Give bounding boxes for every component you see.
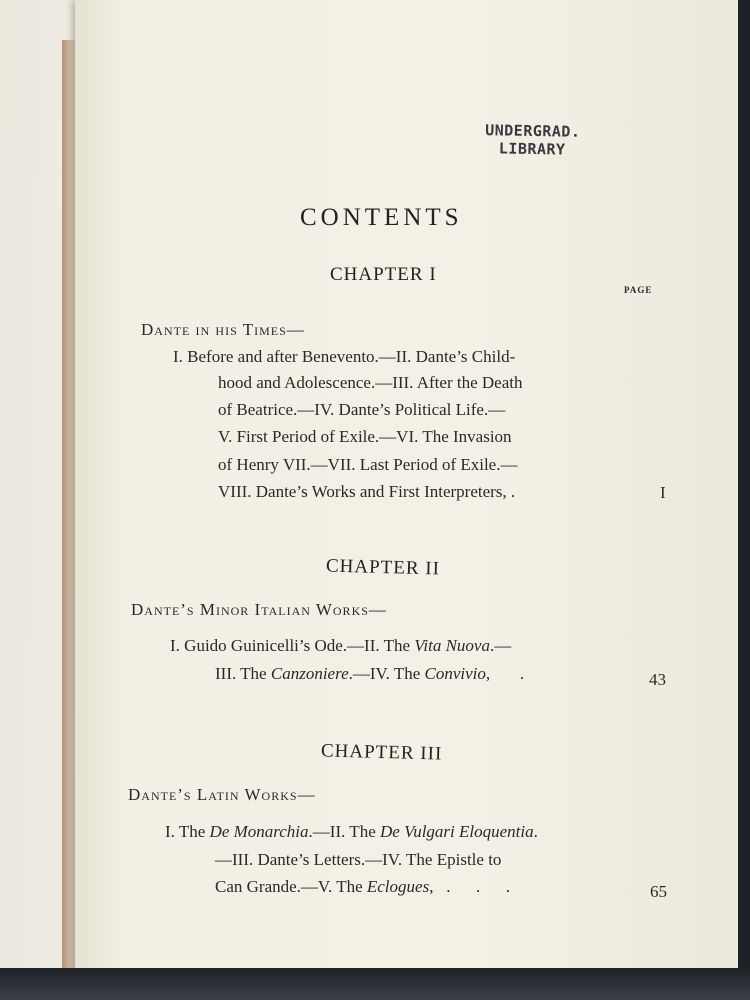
chapter-2-line-1: I. Guido Guinicelli’s Ode.—II. The Vita Nuova.— <box>170 636 512 655</box>
canzoniere-italic: Canzoniere <box>270 664 349 683</box>
chapter-1-line-2: hood and Adolescence.—III. After the Death <box>218 373 523 392</box>
chapter-2-section: Dante’s Minor Italian Works— <box>131 600 387 619</box>
contents-heading: CONTENTS <box>300 204 463 231</box>
chapter-1-line-6: VIII. Dante’s Works and First Interpreters, . <box>218 482 516 501</box>
library-stamp <box>485 121 581 159</box>
chapter-3-title: CHAPTER III <box>320 740 443 765</box>
eclogues-italic: Eclogues <box>366 877 430 896</box>
chapter-2-page-number: 43 <box>649 670 666 689</box>
chapter-1-line-3: of Beatrice.—IV. Dante’s Political Life.— <box>218 400 506 419</box>
chapter-1-title: CHAPTER I <box>330 264 437 285</box>
chapter-1-line-4: V. First Period of Exile.—VI. The Invasion <box>218 427 512 446</box>
de-vulgari-italic: De Vulgari Eloquentia <box>380 822 534 841</box>
chapter-3-line-3: Can Grande.—V. The Eclogues, . . . <box>215 877 510 896</box>
table-surface-bottom <box>0 968 750 1000</box>
chapter-1-line-5: of Henry VII.—VII. Last Period of Exile.— <box>218 455 518 474</box>
chapter-1-line-1: I. Before and after Benevento.—II. Dante’s Child- <box>173 347 516 366</box>
convivio-italic: Convivio <box>424 664 486 683</box>
chapter-3-line-1: I. The De Monarchia.—II. The De Vulgari Eloquentia. <box>165 822 538 841</box>
chapter-3-section: Dante’s Latin Works— <box>128 785 316 804</box>
chapter-1-section: Dante in his Times— <box>141 320 305 339</box>
chapter-2-line-2: III. The Canzoniere.—IV. The Convivio, . <box>215 664 525 683</box>
stamp-line-2: LIBRARY <box>498 139 566 159</box>
de-monarchia-italic: De Monarchia <box>209 822 309 841</box>
chapter-3-line-2: —III. Dante’s Letters.—IV. The Epistle to <box>215 850 502 869</box>
chapter-3-page-number: 65 <box>650 882 667 901</box>
chapter-2-title: CHAPTER II <box>325 555 441 580</box>
chapter-1-page-number: I <box>660 483 666 502</box>
page-column-label: PAGE <box>624 285 653 295</box>
stamp-line-1: UNDERGRAD. <box>485 121 581 141</box>
vita-nuova-italic: Vita Nuova <box>414 636 490 655</box>
table-surface-right <box>738 0 750 1000</box>
book-page <box>75 0 740 975</box>
book-fore-edge <box>62 40 76 980</box>
